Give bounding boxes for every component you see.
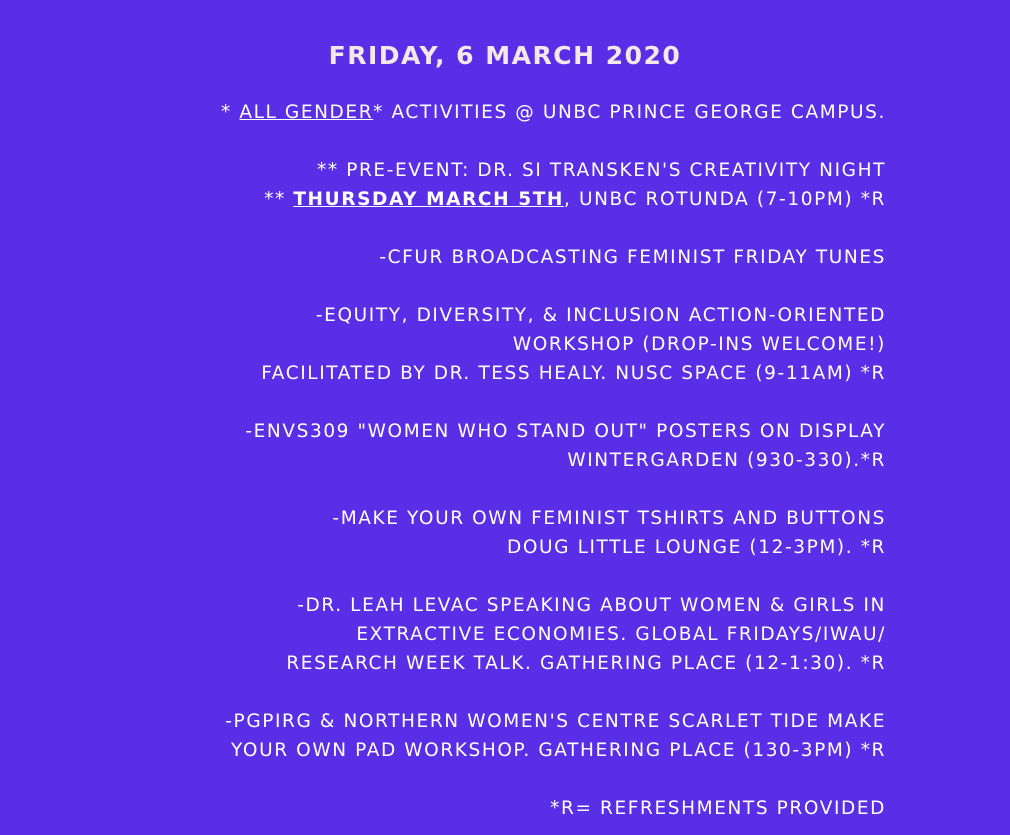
equity-item-line: FACILITATED BY DR. TESS HEALY. NUSC SPACE (9-11AM) *R — [261, 363, 886, 384]
equity-item-line: WORKSHOP (DROP-INS WELCOME!) — [512, 334, 886, 355]
pre-event-date-prefix: ** — [264, 189, 294, 210]
footnote: *R= REFRESHMENTS PROVIDED — [550, 798, 886, 819]
intro-line — [86, 98, 886, 127]
pre-event-line: ** PRE-EVENT: DR. SI TRANSKEN'S CREATIVITY NIGHT — [317, 160, 886, 181]
intro-prefix: * — [221, 102, 240, 123]
tshirts-item-line: DOUG LITTLE LOUNGE (12-3PM). *R — [507, 537, 886, 558]
cfur-item: -CFUR BROADCASTING FEMINIST FRIDAY TUNES — [379, 247, 886, 268]
envs-item-line: -ENVS309 "WOMEN WHO STAND OUT" POSTERS ON DISPLAY — [245, 421, 886, 442]
levac-item-line: EXTRACTIVE ECONOMIES. GLOBAL FRIDAYS/IWAU/ — [356, 624, 886, 645]
page-title: FRIDAY, 6 MARCH 2020 — [328, 41, 682, 70]
pre-event-date-line — [86, 185, 886, 214]
pre-event-date-suffix: , UNBC ROTUNDA (7-10PM) *R — [564, 189, 886, 210]
intro-suffix: * ACTIVITIES @ UNBC PRINCE GEORGE CAMPUS. — [373, 102, 886, 123]
tshirts-item-line: -MAKE YOUR OWN FEMINIST TSHIRTS AND BUTTONS — [332, 508, 886, 529]
levac-item-line: RESEARCH WEEK TALK. GATHERING PLACE (12-1:30). *R — [286, 653, 886, 674]
event-list — [86, 98, 886, 823]
pre-event-date: THURSDAY MARCH 5TH — [293, 189, 565, 210]
levac-item-line: -DR. LEAH LEVAC SPEAKING ABOUT WOMEN & GIRLS IN — [297, 595, 886, 616]
all-gender-text: ALL GENDER — [239, 102, 374, 123]
envs-item-line: WINTERGARDEN (930-330).*R — [567, 450, 886, 471]
pgpirg-item-line: -PGPIRG & NORTHERN WOMEN'S CENTRE SCARLET TIDE MAKE — [225, 711, 886, 732]
pgpirg-item-line: YOUR OWN PAD WORKSHOP. GATHERING PLACE (130-3PM) *R — [231, 740, 886, 761]
equity-item-line: -EQUITY, DIVERSITY, & INCLUSION ACTION-ORIENTED — [315, 305, 886, 326]
